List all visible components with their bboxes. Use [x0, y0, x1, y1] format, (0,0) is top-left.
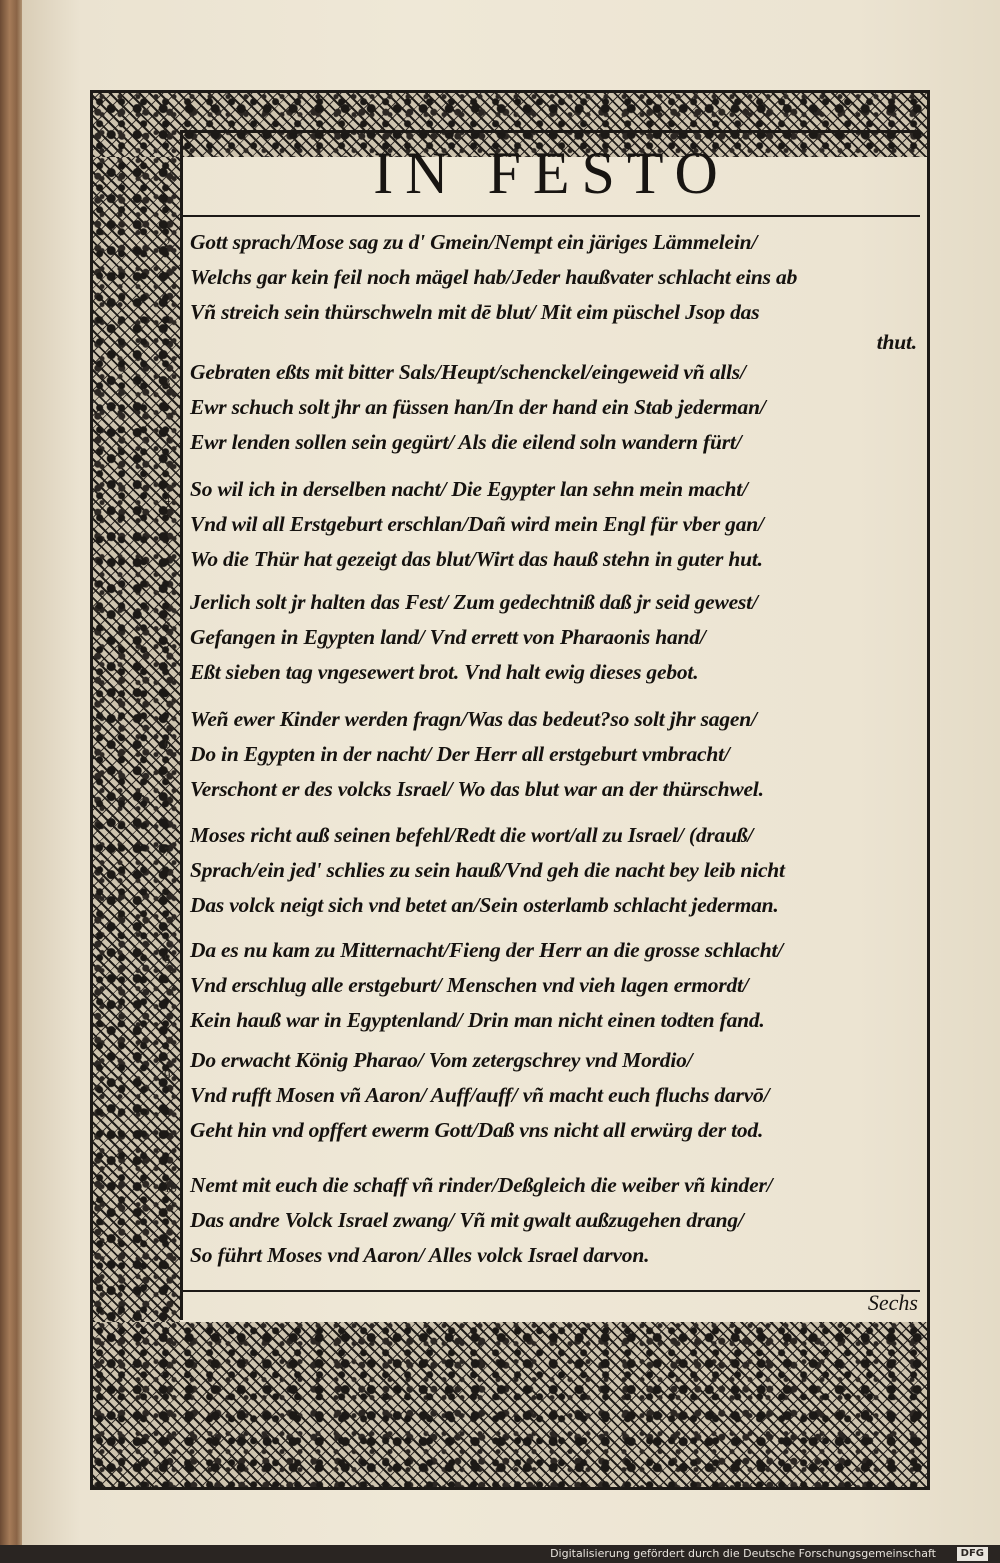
verse-number: 7 — [164, 844, 171, 859]
verse-line: Das volck neigt sich vnd betet an/Sein osterlamb schlacht jederman. — [190, 893, 779, 917]
verse-line: Welchs gar kein feil noch mägel hab/Jeder haußvater schlacht eins ab — [190, 265, 798, 289]
verse-line: Gott sprach/Mose sag zu d' Gmein/Nempt ein järiges Lämmelein/ — [190, 230, 758, 254]
verse-line: So wil ich in derselben nacht/ Die Egypter lan sehn mein macht/ — [190, 477, 748, 501]
bottom-rule — [183, 1290, 920, 1292]
verse-line: Da es nu kam zu Mitternacht/Fieng der Herr an die grosse schlacht/ — [190, 938, 784, 962]
verse-line: Vnd rufft Mosen vñ Aaron/ Auff/auff/ vñ macht euch fluchs darvō/ — [190, 1083, 770, 1107]
verse-line: Ewr schuch solt jhr an füssen han/In der hand ein Stab jederman/ — [190, 395, 766, 419]
verse-number: 2 — [164, 235, 171, 250]
verse-line: Wo die Thür hat gezeigt das blut/Wirt das hauß stehn in guter hut. — [190, 547, 763, 571]
stanza-8 — [164, 933, 925, 1038]
verse-line: Vnd wil all Erstgeburt erschlan/Dañ wird mein Engl für vber gan/ — [190, 512, 764, 536]
verse-number: 3 — [164, 375, 171, 390]
verse-number: 10 — [164, 1180, 177, 1195]
verse-line: Kein hauß war in Egyptenland/ Drin man nicht einen todten fand. — [190, 1008, 765, 1032]
verse-line: Do erwacht König Pharao/ Vom zetergschrey vnd Mordio/ — [190, 1048, 693, 1072]
verse-line: Vñ streich sein thürschweln mit dē blut/ Mit eim püschel Jsop das — [190, 300, 760, 324]
stanza-9 — [164, 1043, 925, 1148]
verse-line: Verschont er des volcks Israel/ Wo das blut war an der thürschwel. — [190, 777, 764, 801]
woodcut-border-bottom — [93, 1322, 927, 1487]
verse-number: 8 — [164, 951, 171, 966]
verse-number: 5 — [164, 615, 171, 630]
stanza-5 — [164, 585, 925, 690]
stanza-6 — [164, 702, 925, 807]
verse-line: Vnd erschlug alle erstgeburt/ Menschen vnd vieh lagen ermordt/ — [190, 973, 749, 997]
dfg-logo: DFG — [957, 1547, 988, 1561]
stanza-4 — [164, 472, 925, 577]
book-spine-edge — [0, 0, 24, 1563]
verse-line: Eßt sieben tag vngesewert brot. Vnd halt ewig dieses gebot. — [190, 660, 699, 684]
verse-line: Sprach/ein jed' schlies zu sein hauß/Vnd geh die nacht bey leib nicht — [190, 858, 785, 882]
verse-line: Do in Egypten in der nacht/ Der Herr all erstgeburt vmbracht/ — [190, 742, 730, 766]
verse-number: 9 — [164, 1067, 171, 1082]
stanza-7 — [164, 818, 925, 923]
verse-line: So führt Moses vnd Aaron/ Alles volck Israel darvon. — [190, 1243, 650, 1267]
verse-line: Moses richt auß seinen befehl/Redt die wort/all zu Israel/ (drauß/ — [190, 823, 754, 847]
stanza-3 — [164, 355, 925, 460]
verse-line: Nemt mit euch die schaff vñ rinder/Deßgleich die weiber vñ kinder/ — [190, 1173, 773, 1197]
verse-line: Jerlich solt jr halten das Fest/ Zum gedechtniß daß jr seid gewest/ — [190, 590, 758, 614]
title-rule — [183, 215, 920, 217]
verse-line: Weñ ewer Kinder werden fragn/Was das bedeut?so solt jhr sagen/ — [190, 707, 757, 731]
verse-line: Gefangen in Egypten land/ Vnd errett von Pharaonis hand/ — [190, 625, 706, 649]
stanza-10 — [164, 1168, 925, 1273]
catchword: Sechs — [867, 1290, 918, 1315]
stanza-2 — [164, 225, 925, 354]
verse-number: 4 — [164, 492, 171, 507]
verse-number: 6 — [164, 736, 171, 751]
verse-line: Gebraten eßts mit bitter Sals/Heupt/schenckel/eingeweid vñ alls/ — [190, 360, 746, 384]
verse-line: Ewr lenden sollen sein gegürt/ Als die eilend soln wandern fürt/ — [190, 430, 742, 454]
verse-line: Das andre Volck Israel zwang/ Vñ mit gwalt außzugehen drang/ — [190, 1208, 744, 1232]
verse-line-continuation: thut. — [876, 330, 917, 354]
verse-line: Geht hin vnd opffert ewerm Gott/Daß vns nicht all erwürg der tod. — [190, 1118, 764, 1142]
page-title: IN FESTO — [373, 140, 730, 206]
funding-notice: Digitalisierung gefördert durch die Deutsche Forschungsgemeinschaft — [550, 1547, 936, 1560]
